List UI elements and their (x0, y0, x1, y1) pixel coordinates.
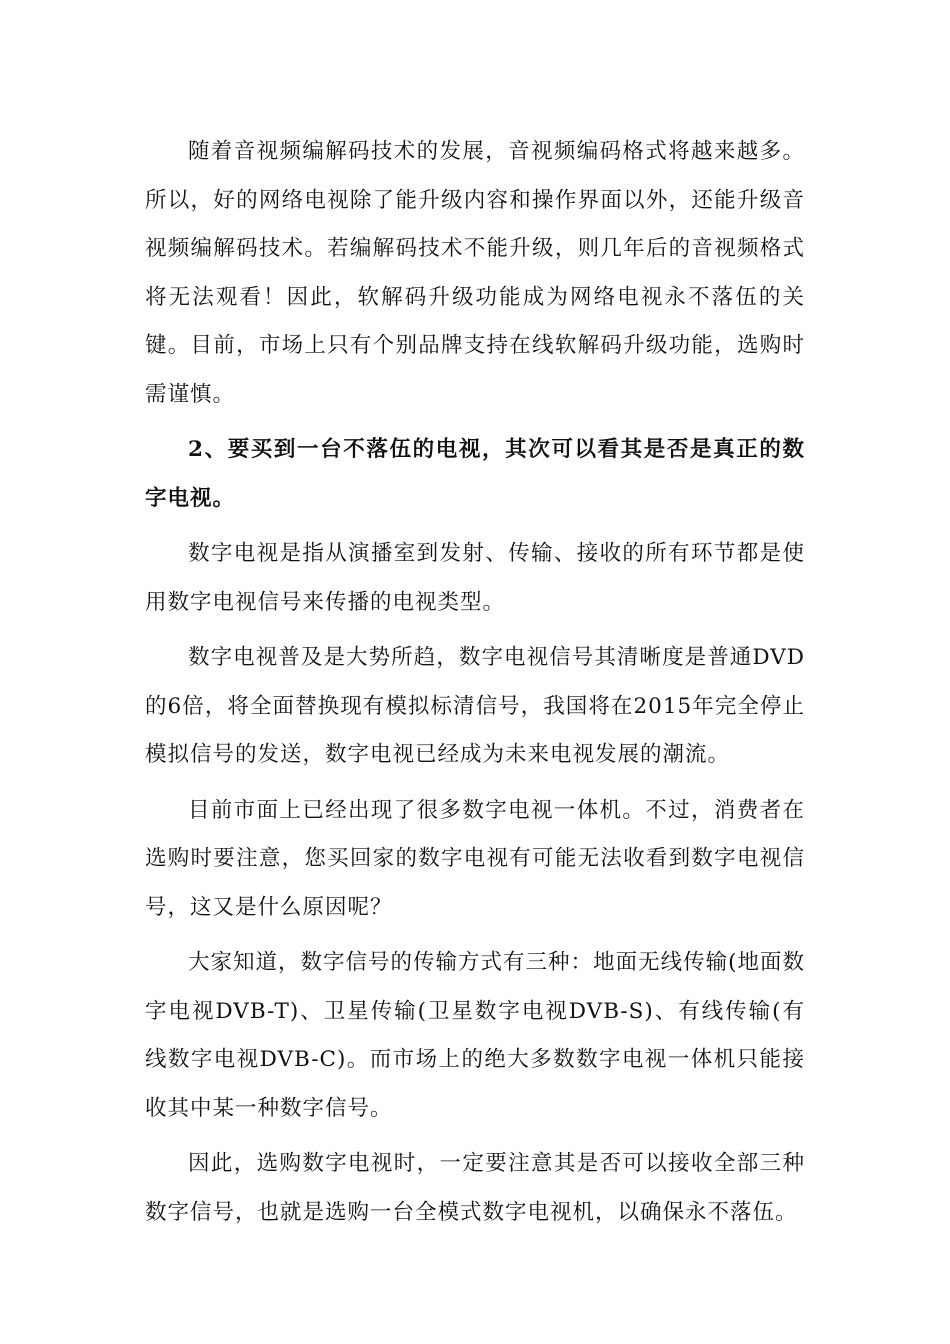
paragraph-buyer-caution: 目前市面上已经出现了很多数字电视一体机。不过，消费者在选购时要注意，您买回家的数字电视有可能无法收看到数字电视信号，这又是什么原因呢？ (145, 797, 805, 920)
paragraph-conclusion: 因此，选购数字电视时，一定要注意其是否可以接收全部三种数字信号，也就是选购一台全模式数字电视机，以确保永不落伍。 (145, 1151, 805, 1225)
paragraph-decoder-upgrade: 随着音视频编解码技术的发展，音视频编码格式将越来越多。所以，好的网络电视除了能升级内容和操作界面以外，还能升级音视频编解码技术。若编解码技术不能升级，则几年后的音视频格式将无法观看！因此，软解码升级功能成为网络电视永不落伍的关键。目前，市场上只有个别品牌支持在线软解码升级功能，选购时需谨慎。 (145, 139, 805, 407)
section-heading-digital-tv: 2、要买到一台不落伍的电视，其次可以看其是否是真正的数字电视。 (145, 437, 805, 511)
paragraph-transmission-methods: 大家知道，数字信号的传输方式有三种：地面无线传输(地面数字电视DVB-T)、卫星传输(卫星数字电视DVB-S)、有线传输(有线数字电视DVB-C)。而市场上的绝大多数数字电视一体机只能接收其中某一种数字信号。 (145, 950, 805, 1121)
paragraph-digital-tv-trend: 数字电视普及是大势所趋，数字电视信号其清晰度是普通DVD的6倍，将全面替换现有模拟标清信号，我国将在2015年完全停止模拟信号的发送，数字电视已经成为未来电视发展的潮流。 (145, 645, 805, 767)
paragraph-digital-tv-definition: 数字电视是指从演播室到发射、传输、接收的所有环节都是使用数字电视信号来传播的电视类型。 (145, 541, 805, 615)
